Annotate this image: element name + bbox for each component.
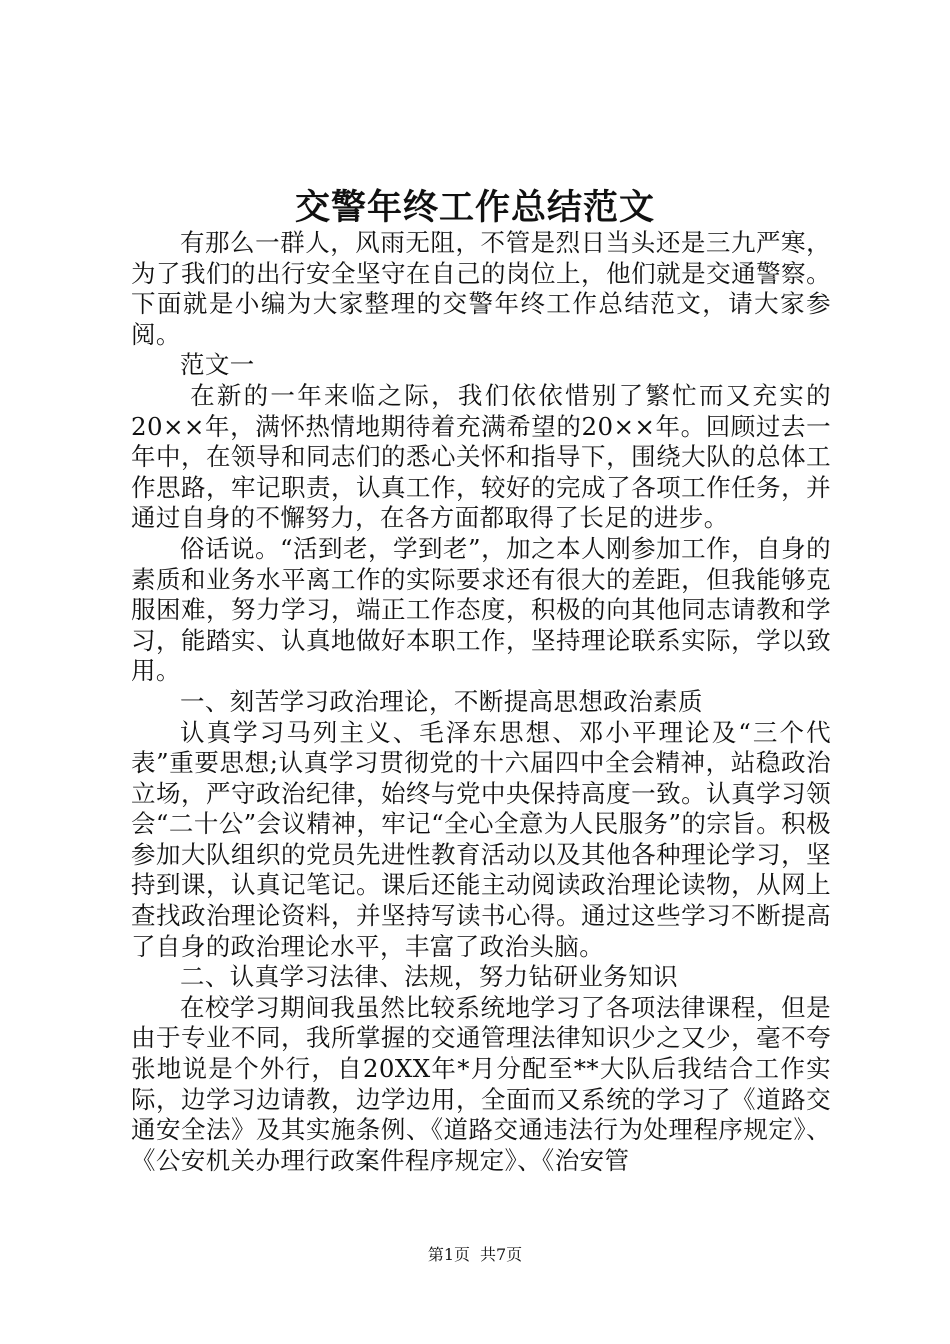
paragraph-intro: 有那么一群人，风雨无阻，不管是烈日当头还是三九严寒，为了我们的出行安全坚守在自己的岗位上，他们就是交通警察。下面就是小编为大家整理的交警年终工作总结范文，请大家参阅。	[131, 228, 831, 349]
paragraph-law: 在校学习期间我虽然比较系统地学习了各项法律课程，但是由于专业不同，我所掌握的交通管理法律知识少之又少，毫不夸张地说是个外行，自20XX年*月分配至**大队后我结合工作实际，边学习边请教，边学边用，全面而又系统的学习了《道路交通安全法》及其实施条例、《道路交通违法行为处理程序规定》、《公安机关办理行政案件程序规定》、《治安管	[131, 992, 831, 1175]
paragraph-proverb: 俗话说。“活到老，学到老”，加之本人刚参加工作，自身的素质和业务水平离工作的实际要求还有很大的差距，但我能够克服困难，努力学习，端正工作态度，积极的向其他同志请教和学习，能踏实、认真地做好本职工作，坚持理论联系实际，学以致用。	[131, 533, 831, 686]
section-heading-politics: 一、刻苦学习政治理论，不断提高思想政治素质	[180, 686, 703, 716]
paragraph-new-year: 在新的一年来临之际，我们依依惜别了繁忙而又充实的20××年，满怀热情地期待着充满希望的20××年。回顾过去一年中，在领导和同志们的悉心关怀和指导下，围绕大队的总体工作思路，牢记职责，认真工作，较好的完成了各项工作任务，并通过自身的不懈努力，在各方面都取得了长足的进步。	[131, 380, 831, 533]
document-body	[131, 228, 831, 1176]
document-title: 交警年终工作总结范文	[294, 187, 655, 228]
page-number: 第1页	[427, 1245, 470, 1264]
page-footer	[0, 1244, 950, 1266]
paragraph-sample-heading: 范文一	[180, 350, 255, 380]
page-total: 共7页	[480, 1245, 523, 1264]
section-heading-law: 二、认真学习法律、法规，努力钻研业务知识	[180, 962, 678, 992]
paragraph-politics: 认真学习马列主义、毛泽东思想、邓小平理论及“三个代表”重要思想;认真学习贯彻党的十六届四中全会精神，站稳政治立场，严守政治纪律，始终与党中央保持高度一致。认真学习领会“二十公”会议精神，牢记“全心全意为人民服务”的宗旨。积极参加大队组织的党员先进性教育活动以及其他各种理论学习，坚持到课，认真记笔记。课后还能主动阅读政治理论读物，从网上查找政治理论资料，并坚持写读书心得。通过这些学习不断提高了自身的政治理论水平，丰富了政治头脑。	[131, 717, 831, 961]
